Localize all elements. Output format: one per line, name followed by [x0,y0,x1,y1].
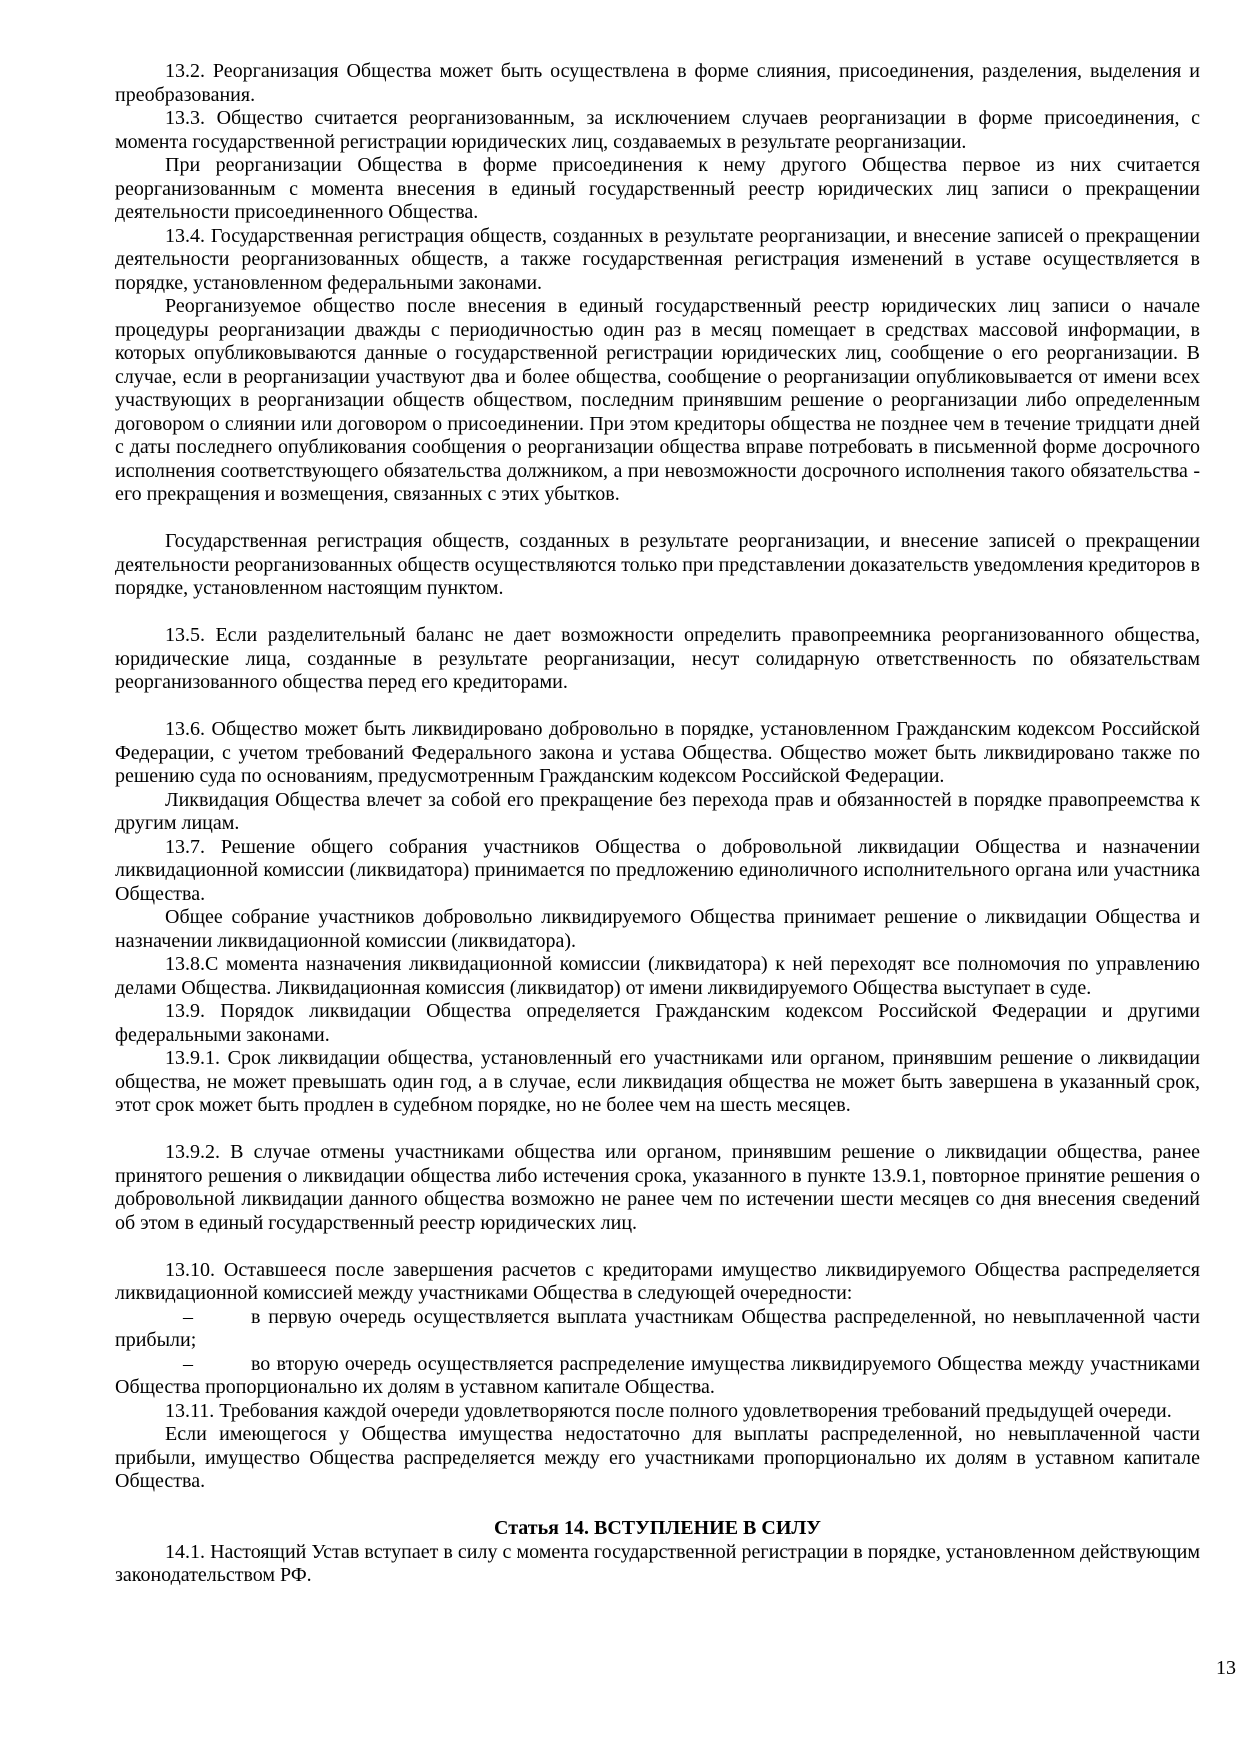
paragraph-13-7: 13.7. Решение общего собрания участников Общества о добровольной ликвидации Общества и назначении ликвидационной комиссии (ликвидатора) принимается по предложению единоличного исполнительного органа или участника Общества. [115,835,1200,905]
paragraph-13-3: 13.3. Общество считается реорганизованным, за исключением случаев реорганизации в форме присоединения, с момента государственной регистрации юридических лиц, создаваемых в результате реорганизации. [115,107,1200,153]
list-item-second-queue [115,1353,1200,1400]
paragraph-13-4: 13.4. Государственная регистрация обществ, созданных в результате реорганизации, и внесение записей о прекращении деятельности реорганизованных обществ, а также государственная регистрация изменений в уставе осуществляется в порядке, установленном федеральными законами. [115,224,1200,294]
paragraph-13-11: 13.11. Требования каждой очереди удовлетворяются после полного удовлетворения требований предыдущей очереди. [165,1399,1172,1422]
blank-line [115,695,1200,719]
blank-line [115,601,1200,625]
list-item-text: во вторую очередь осуществляется распределение имущества ликвидируемого Общества между участниками Общества пропорционально их долям в уставном капитале Общества. [115,1352,1200,1398]
blank-line [115,507,1200,531]
list-item-first-queue [115,1306,1200,1353]
paragraph-13-8: 13.8.С момента назначения ликвидационной комиссии (ликвидатора) к ней переходят все полномочия по управлению делами Общества. Ликвидационная комиссия (ликвидатор) от имени ликвидируемого Общества выступает в суде. [115,953,1200,999]
paragraph-13-11-cont: Если имеющегося у Общества имущества недостаточно для выплаты распределенной, но невыплаченной части прибыли, имущество Общества распределяется между его участниками пропорционально их долям в уставном капитале Общества. [115,1423,1200,1492]
paragraph-13-4-state-registration: Государственная регистрация обществ, созданных в результате реорганизации, и внесение записей о прекращении деятельности реорганизованных обществ осуществляются только при представлении доказательств уведомления кредиторов в порядке, установленном настоящим пунктом. [115,530,1200,599]
dash-marker: – [183,1305,193,1328]
blank-line [115,1235,1200,1259]
dash-marker: – [183,1352,193,1375]
article-14-heading: Статья 14. ВСТУПЛЕНИЕ В СИЛУ [494,1517,821,1539]
paragraph-13-9: 13.9. Порядок ликвидации Общества определяется Гражданским кодексом Российской Федерации и другими федеральными законами. [115,1000,1200,1046]
paragraph-14-1: 14.1. Настоящий Устав вступает в силу с момента государственной регистрации в порядке, установленном действующим законодательством РФ. [115,1540,1200,1586]
paragraph-13-5: 13.5. Если разделительный баланс не дает возможности определить правопреемника реорганизованного общества, юридические лица, созданные в результате реорганизации, несут солидарную ответственность по обязательствам реорганизованного общества перед его кредиторами. [115,624,1200,693]
paragraph-13-2: 13.2. Реорганизация Общества может быть осуществлена в форме слияния, присоединения, разделения, выделения и преобразования. [115,60,1200,106]
document-body [115,60,1200,1588]
paragraph-13-4-reorg-notice: Реорганизуемое общество после внесения в единый государственный реестр юридических лиц записи о начале процедуры реорганизации дважды с периодичностью один раз в месяц помещает в средствах массовой информации, в которых опубликовываются данные о государственной регистрации юридических лиц, сообщение о его реорганизации. В случае, если в реорганизации участвуют два и более общества, сообщение о реорганизации опубликовывается от имени всех участвующих в реорганизации обществ обществом, последним принявшим решение о реорганизации либо определенным договором о слиянии или договором о присоединении. При этом кредиторы общества не позднее чем в течение тридцати дней с даты последнего опубликования сообщения о реорганизации общества вправе потребовать в письменной форме досрочного исполнения соответствующего обязательства должником, а при невозможности досрочного исполнения такого обязательства - его прекращения и возмещения, связанных с этих убытков. [115,295,1200,505]
paragraph-13-6-liquidation: Ликвидация Общества влечет за собой его прекращение без перехода прав и обязанностей в порядке правопреемства к другим лицам. [115,788,1200,834]
paragraph-13-7-cont: Общее собрание участников добровольно ликвидируемого Общества принимает решение о ликвидации Общества и назначении ликвидационной комиссии (ликвидатора). [115,906,1200,952]
paragraph-13-6: 13.6. Общество может быть ликвидировано добровольно в порядке, установленном Гражданским кодексом Российской Федерации, с учетом требований Федерального закона и устава Общества. Общество может быть ликвидировано также по решению суда по основаниям, предусмотренным Гражданским кодексом Российской Федерации. [115,718,1200,787]
blank-line [115,1118,1200,1142]
paragraph-13-10: 13.10. Оставшееся после завершения расчетов с кредиторами имущество ликвидируемого Общества распределяется ликвидационной комиссией между участниками Общества в следующей очередности: [115,1258,1200,1304]
page-number: 13 [1216,1657,1236,1679]
paragraph-13-3-cont: При реорганизации Общества в форме присоединения к нему другого Общества первое из них считается реорганизованным с момента внесения в единый государственный реестр юридических лиц записи о прекращении деятельности присоединенного Общества. [115,154,1200,223]
paragraph-13-9-1: 13.9.1. Срок ликвидации общества, установленный его участниками или органом, принявшим решение о ликвидации общества, не может превышать один год, а в случае, если ликвидация общества не может быть завершена в указанный срок, этот срок может быть продлен в судебном порядке, но не более чем на шесть месяцев. [115,1047,1200,1116]
paragraph-13-9-2: 13.9.2. В случае отмены участниками общества или органом, принявшим решение о ликвидации общества, ранее принятого решения о ликвидации общества либо истечения срока, указанного в пункте 13.9.1, повторное принятие решения о добровольной ликвидации данного общества возможно не ранее чем по истечении шести месяцев со дня внесения сведений об этом в единый государственный реестр юридических лиц. [115,1141,1200,1234]
blank-line [115,1494,1200,1518]
list-item-text: в первую очередь осуществляется выплата участникам Общества распределенной, но невыплаченной части прибыли; [115,1305,1200,1351]
